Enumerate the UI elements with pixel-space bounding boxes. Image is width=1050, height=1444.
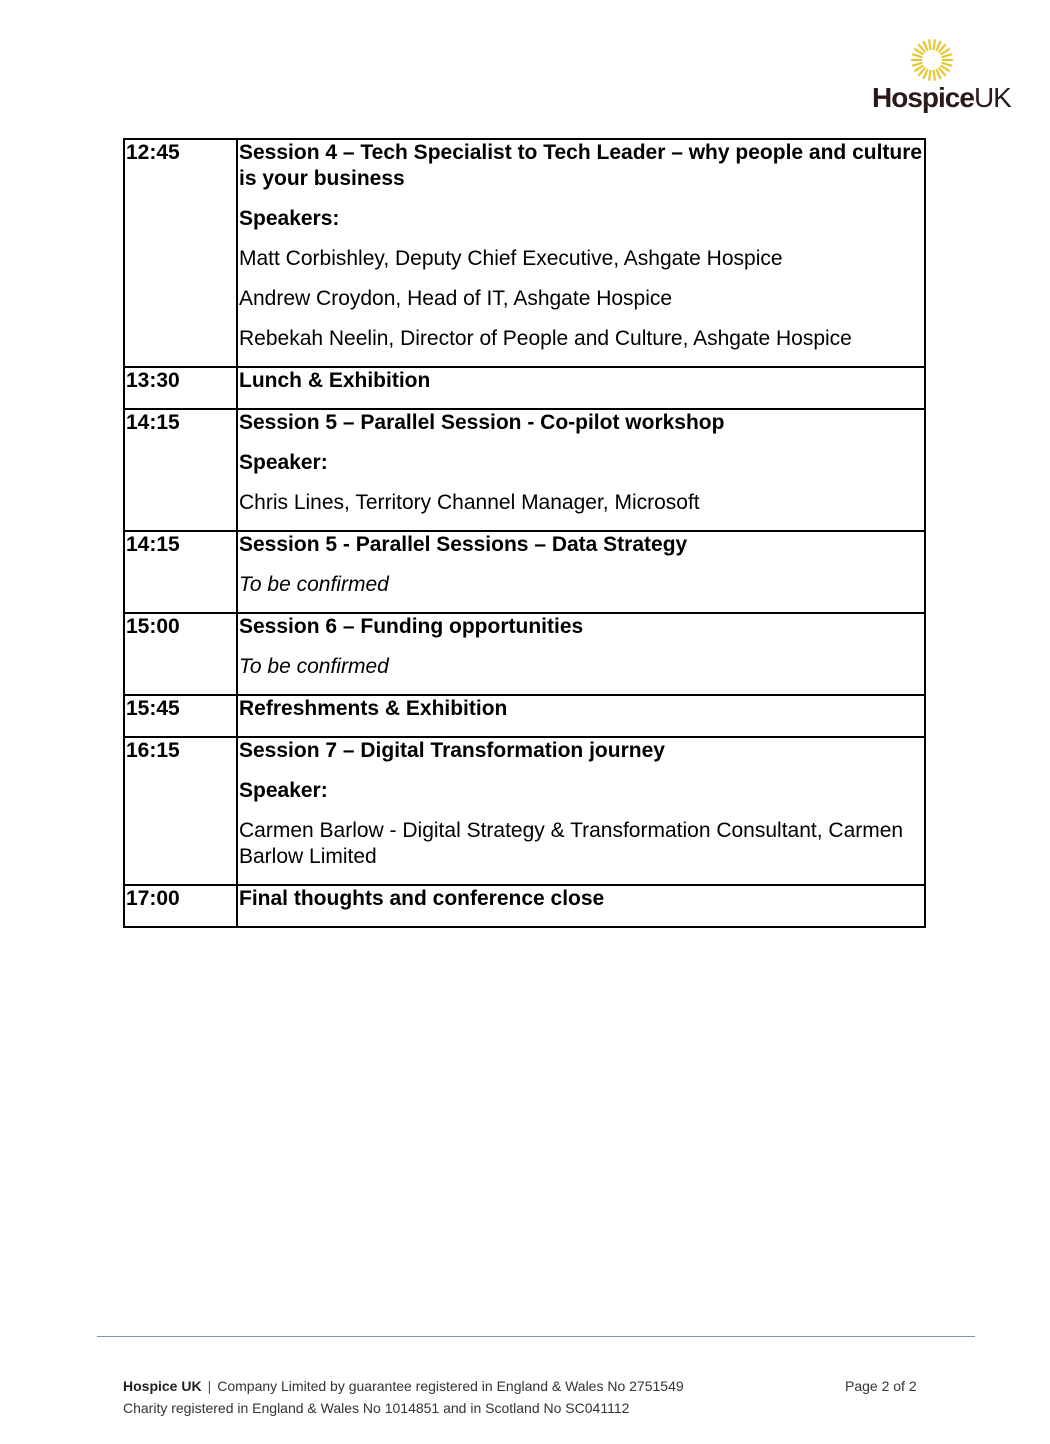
footer-divider xyxy=(97,1336,975,1337)
footer xyxy=(123,1375,684,1419)
hospice-uk-logo xyxy=(868,34,1011,118)
agenda-content xyxy=(237,367,925,409)
agenda-table xyxy=(123,138,926,928)
session-title: Session 4 – Tech Specialist to Tech Leader – why people and culture is your business xyxy=(239,141,923,190)
sun-ray xyxy=(929,71,930,80)
agenda-row xyxy=(124,885,925,927)
sun-ray xyxy=(939,45,945,52)
session-title: Session 6 – Funding opportunities xyxy=(239,615,584,638)
agenda-content xyxy=(237,885,925,927)
agenda-content xyxy=(237,613,925,695)
agenda-time: 14:15 xyxy=(124,409,237,531)
session-title: Final thoughts and conference close xyxy=(239,887,605,910)
sun-ray xyxy=(924,70,928,78)
agenda-content xyxy=(237,737,925,885)
agenda-time: 15:45 xyxy=(124,695,237,737)
agenda-row xyxy=(124,695,925,737)
sun-ray xyxy=(915,66,923,71)
sun-ray xyxy=(929,40,930,49)
sun-ray xyxy=(913,54,922,57)
agenda-time: 14:15 xyxy=(124,531,237,613)
speaker-line: Andrew Croydon, Head of IT, Ashgate Hospice xyxy=(239,287,673,310)
sun-ray xyxy=(943,63,952,66)
agenda-content xyxy=(237,409,925,531)
agenda-row xyxy=(124,737,925,885)
sun-ray xyxy=(919,45,925,52)
session-note: To be confirmed xyxy=(239,655,389,678)
sun-ray xyxy=(937,42,941,50)
agenda-content xyxy=(237,695,925,737)
logo-wordmark xyxy=(872,82,1011,114)
speaker-line: Chris Lines, Territory Channel Manager, Microsoft xyxy=(239,491,700,514)
sun-ray xyxy=(939,68,945,75)
sun-ray xyxy=(913,63,922,66)
agenda-row xyxy=(124,409,925,531)
sun-ray xyxy=(934,40,935,49)
footer-org: Hospice UK xyxy=(123,1378,202,1394)
session-title: Refreshments & Exhibition xyxy=(239,697,508,720)
agenda-row xyxy=(124,139,925,367)
agenda-row xyxy=(124,531,925,613)
agenda-row xyxy=(124,367,925,409)
sun-ray xyxy=(919,68,925,75)
agenda-content xyxy=(237,531,925,613)
session-title: Session 5 – Parallel Session - Co-pilot workshop xyxy=(239,411,725,434)
speaker-label: Speaker: xyxy=(239,451,328,474)
agenda-time: 16:15 xyxy=(124,737,237,885)
sun-ray xyxy=(934,71,935,80)
footer-company: Company Limited by guarantee registered in England & Wales No 2751549 xyxy=(217,1378,684,1394)
agenda-time: 13:30 xyxy=(124,367,237,409)
speaker-line: Matt Corbishley, Deputy Chief Executive, Ashgate Hospice xyxy=(239,247,783,270)
speaker-label: Speakers: xyxy=(239,207,340,230)
logo-wordmark-bold: Hospice xyxy=(872,82,974,113)
sun-ray xyxy=(924,42,928,50)
speaker-line: Carmen Barlow - Digital Strategy & Transformation Consultant, Carmen Barlow Limited xyxy=(239,819,904,868)
page-number: Page 2 of 2 xyxy=(845,1378,917,1394)
agenda-time: 17:00 xyxy=(124,885,237,927)
agenda-row xyxy=(124,613,925,695)
footer-separator: | xyxy=(207,1378,212,1394)
session-title: Session 5 - Parallel Sessions – Data Strategy xyxy=(239,533,688,556)
session-title: Lunch & Exhibition xyxy=(239,369,431,392)
sun-ray xyxy=(941,66,949,71)
sun-ray xyxy=(937,70,941,78)
speaker-label: Speaker: xyxy=(239,779,328,802)
footer-charity: Charity registered in England & Wales No 1014851 and in Scotland No SC041112 xyxy=(123,1400,630,1416)
agenda-time: 12:45 xyxy=(124,139,237,367)
sun-ray xyxy=(915,49,923,54)
sun-ray xyxy=(943,54,952,57)
logo-wordmark-light: UK xyxy=(973,82,1011,113)
sun-ray xyxy=(941,49,949,54)
session-title: Session 7 – Digital Transformation journey xyxy=(239,739,665,762)
session-note: To be confirmed xyxy=(239,573,389,596)
speaker-line: Rebekah Neelin, Director of People and Culture, Ashgate Hospice xyxy=(239,327,852,350)
agenda-time: 15:00 xyxy=(124,613,237,695)
agenda-content xyxy=(237,139,925,367)
